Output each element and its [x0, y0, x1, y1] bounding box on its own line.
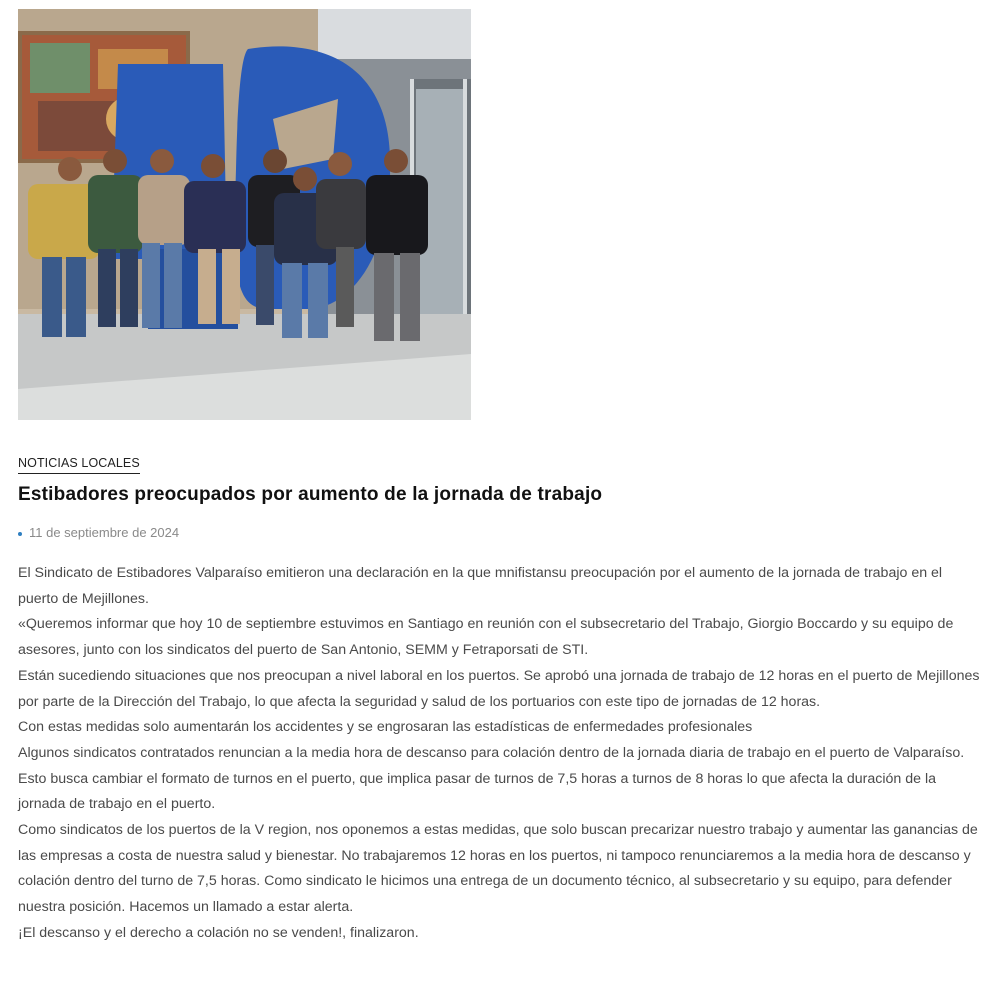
post-date: 11 de septiembre de 2024 [29, 525, 180, 540]
paragraph: Están sucediendo situaciones que nos preocupan a nivel laboral en los puertos. Se aprobó una jornada de trabajo de 12 horas en el puerto de Mejillones por parte de la Dirección del Trabajo, lo que afecta la seguridad y salud de los portuarios con este tipo de jornadas de 12 horas. [18, 667, 980, 710]
paragraph: «Queremos informar que hoy 10 de septiembre estuvimos en Santiago en reunión con el subsecretario del Trabajo, Giorgio Boccardo y su equipo de asesores, junto con los sindicatos del puerto de San Antonio, SEMM y Fetraporsati de STI. [18, 616, 954, 659]
article-title: Estibadores preocupados por aumento de la jornada de trabajo [18, 484, 603, 505]
paragraph: Algunos sindicatos contratados renuncian a la media hora de descanso para colación dentro de la jornada diaria de trabajo en el puerto de Valparaíso. [18, 744, 965, 761]
post-meta [18, 525, 179, 541]
paragraph: El Sindicato de Estibadores Valparaíso emitieron una declaración en la que mnifistansu preocupación por el aumento de la jornada de trabajo en el puerto de Mejillones. [18, 565, 943, 607]
category-link[interactable]: NOTICIAS LOCALES [18, 456, 140, 474]
bullet-dot-icon [18, 532, 22, 536]
paragraph: Esto busca cambiar el formato de turnos en el puerto, que implica pasar de turnos de 7,5 horas a turnos de 8 horas lo que afecta la duración de la jornada de trabajo en el puerto. [18, 770, 937, 813]
article-photo[interactable] [18, 9, 471, 420]
article-content [18, 561, 984, 947]
paragraph: Como sindicatos de los puertos de la V region, nos oponemos a estas medidas, que solo buscan precarizar nuestro trabajo y aumentar las ganancias de las empresas a costa de nuestra salud y bienestar. No trabajaremos 12 horas en los puertos, ni tampoco renunciaremos a la media hora de descanso y colación dentro del turno de 7,5 horas. Como sindicato le hicimos una entrega de un documento técnico, al subsecretario y su equipo, para defender nuestra posición. Hacemos un llamado a estar alerta. [18, 822, 978, 916]
group-photo-icon [18, 9, 471, 420]
paragraph: Con estas medidas solo aumentarán los accidentes y se engrosaran las estadísticas de enfermedades profesionales [18, 719, 753, 736]
paragraph: ¡El descanso y el derecho a colación no se venden!, finalizaron. [18, 924, 419, 941]
